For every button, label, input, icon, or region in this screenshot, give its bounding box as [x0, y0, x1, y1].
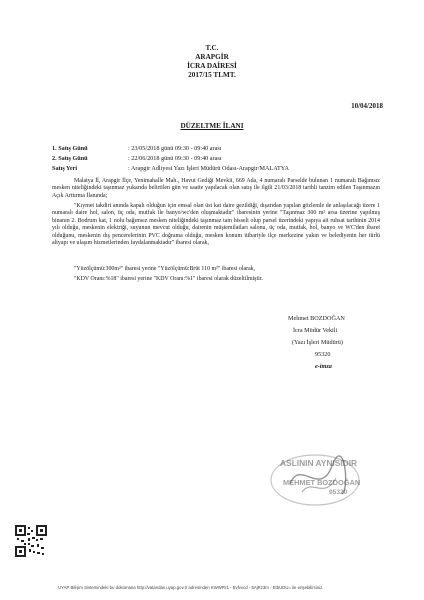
qr-code — [15, 525, 47, 557]
header-office: İCRA DAİRESİ — [187, 62, 237, 70]
signer-name: Mehmet BOZDOĞAN — [288, 315, 345, 322]
sale-place-value: : Arapgir Adliyesi Yazı İşleri Müdürü Odası-Arapgir/MALATYA — [128, 165, 290, 172]
sale-day-2-value: : 22/06/2018 günü 09:30 - 09:40 arası — [128, 155, 222, 162]
paragraph-correction-area: "Yüzölçümü:300m²" ibaresi yerine "Yüzölçümü:Brüt 110 m²" ibaresi olarak, — [74, 266, 256, 272]
paragraph-correction-vat: "KDV Oranı:%18" ibaresi yerine "KDV Oranı:%1" ibaresi olarak düzeltilmiştir. — [74, 276, 263, 282]
document-title: DÜZELTME İLANI — [180, 122, 244, 130]
signer-subtitle: (Yazı İşleri Müdürü) — [292, 339, 343, 346]
stamp-name: MEHMET BOZDOĞAN — [283, 478, 361, 487]
header-city: ARAPGİR — [195, 53, 229, 61]
sale-day-1-value: : 23/05/2018 günü 09:30 - 09:40 arası — [128, 145, 222, 152]
header-tc: T.C. — [205, 44, 219, 52]
document-date: 10/04/2018 — [351, 102, 383, 110]
signer-number: 95320 — [315, 351, 331, 358]
header-file-no: 2017/15 TLMT. — [188, 71, 236, 79]
uyap-footer-note: UYAP Bilişim Sistemindeki bu dokümana http://vatandas.uyap.gov.tr adresinden KWWRr1 - Evfvxcd - 5AjRz3m - EtbUDU= ile erişebilirsiniz. — [58, 585, 324, 590]
signer-title: İcra Müdür Vekili — [293, 327, 338, 334]
stamp-number: 95320 — [329, 489, 348, 496]
paragraph-property: Malatya İl, Arapgir İlçe, Yenimahalle Mah., Havut Gediği Mevkii, 669 Ada, 4 numaralı Parselde bulunan 1 numaralı Bağımsız mesken niteliğindeki taşınmaz yukarıda belirtilen gün ve saatte yapılacak olan satış ile ilgili 21/03/2018 tarihli tanzim edilen Taşınmazın Açık Arttırma İlanında; — [52, 178, 380, 199]
stamp-certified-copy: ASLININ AYNISIDIR — [280, 458, 358, 468]
sale-place-label: Satış Yeri — [52, 165, 78, 172]
sale-day-1-row — [52, 145, 222, 152]
sale-place-row — [52, 165, 289, 172]
paragraph-correction-description: "Kıymet takdiri anında kapalı olduğun için emsal olan üst kat daire gezildiği, dışarıdan yapılan gözlemle de anlaşılacağı üzere 1 numaralı daire hol, salon, üç oda, mutfak ile banyo/wc'den oluşmaktadır" ibaresinin yerine "Taşınmaz 300 m² arsa üzerine yapılmış binanın 2. Bodrum kat, 1 nolu bağımsız mesken niteliğindeki taşınmaz tam hisseli olup parsel üzerindeki yapıya ait ruhsat tarihinin 2014 yılı olduğu, meskenin elektriği, suyunun mevcut olduğu, dairenin müştemilatları salonu, üç oda, mutfak, hol, banyo ve WC'den ibaret olduğunu, meskenin dış pencerelerinin PVC doğrama olduğu, mesken konum itibariyle ilçe merkezine yakın ve belediyenin her türlü altyapı ve ulaşım hizmetlerinden faydalanmaktadır" ibaresi olarak, — [52, 203, 380, 247]
sale-day-1-label: 1. Satış Günü — [52, 145, 88, 152]
sale-day-2-label: 2. Satış Günü — [52, 155, 88, 162]
esign-label: e-imza — [315, 363, 332, 370]
sale-day-2-row — [52, 155, 222, 162]
